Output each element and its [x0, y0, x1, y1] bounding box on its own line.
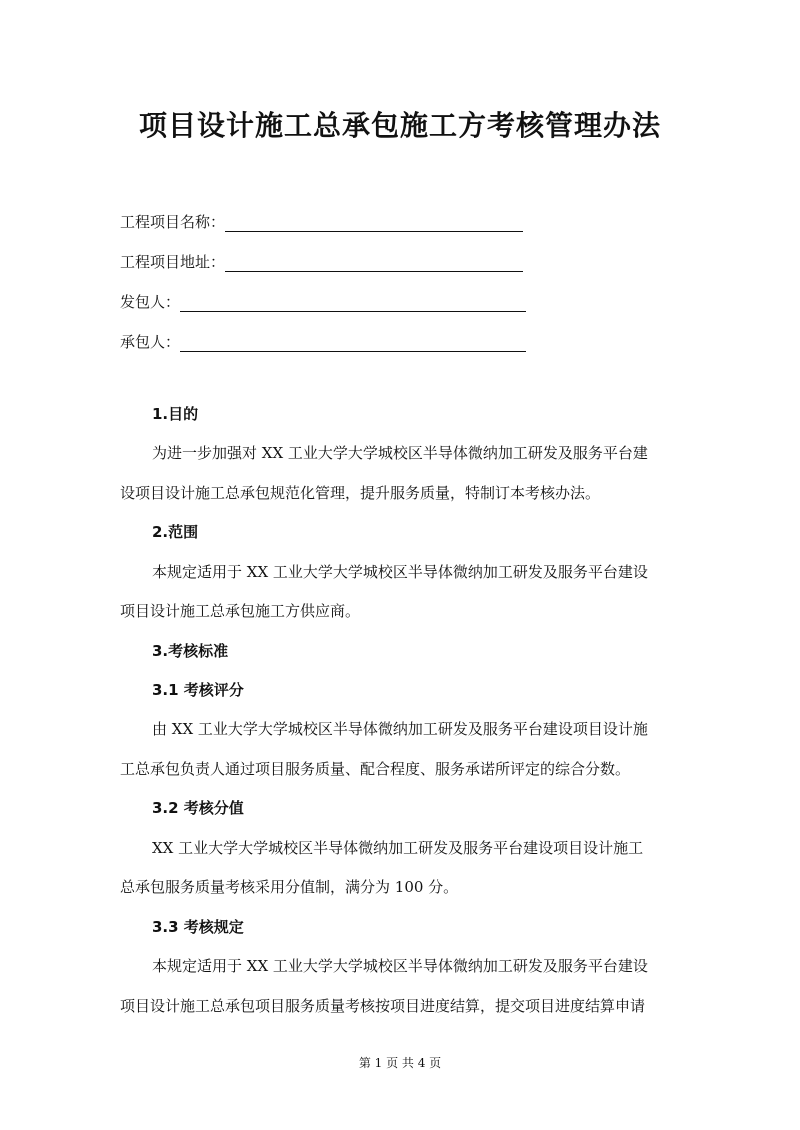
section-3-3-heading: 3.3 考核规定	[152, 918, 244, 936]
project-name-blank	[225, 211, 523, 232]
section-3-2-heading: 3.2 考核分值	[152, 799, 244, 817]
section-2-text-line-1: 本规定适用于 XX 工业大学大学城校区半导体微纳加工研发及服务平台建设	[152, 563, 648, 581]
section-3-1-heading: 3.1 考核评分	[152, 681, 244, 699]
section-2-text-line-2: 项目设计施工总承包施工方供应商。	[120, 602, 361, 620]
contractor-label: 承包人：	[120, 333, 181, 351]
document-title: 项目设计施工总承包施工方考核管理办法	[138, 109, 661, 142]
section-1-text-line-2: 设项目设计施工总承包规范化管理，提升服务质量，特制订本考核办法。	[120, 484, 601, 502]
employer-label: 发包人：	[120, 293, 181, 311]
section-3-3-text-line-2: 项目设计施工总承包项目服务质量考核按项目进度结算，提交项目进度结算申请	[120, 997, 646, 1015]
section-3-1-text-line-1: 由 XX 工业大学大学城校区半导体微纳加工研发及服务平台建设项目设计施	[152, 720, 648, 738]
section-3-1-text-line-2: 工总承包负责人通过项目服务质量、配合程度、服务承诺所评定的综合分数。	[120, 760, 631, 778]
project-address-field	[120, 246, 523, 272]
section-1-text-line-1: 为进一步加强对 XX 工业大学大学城校区半导体微纳加工研发及服务平台建	[152, 444, 648, 462]
project-name-field	[120, 206, 523, 232]
employer-blank	[180, 291, 526, 312]
project-address-blank	[225, 251, 523, 272]
project-name-label: 工程项目名称：	[120, 213, 226, 231]
section-3-2-text-line-1: XX 工业大学大学城校区半导体微纳加工研发及服务平台建设项目设计施工	[152, 839, 644, 857]
section-3-heading: 3.考核标准	[152, 642, 229, 660]
contractor-blank	[180, 331, 526, 352]
section-2-heading: 2.范围	[152, 523, 199, 541]
section-1-heading: 1.目的	[152, 405, 199, 423]
page-number-footer: 第 1 页 共 4 页	[358, 1056, 442, 1070]
employer-field	[120, 286, 526, 312]
section-3-3-text-line-1: 本规定适用于 XX 工业大学大学城校区半导体微纳加工研发及服务平台建设	[152, 957, 648, 975]
project-address-label: 工程项目地址：	[120, 253, 226, 271]
contractor-field	[120, 326, 526, 352]
section-3-2-text-line-2: 总承包服务质量考核采用分值制，满分为 100 分。	[120, 878, 459, 896]
